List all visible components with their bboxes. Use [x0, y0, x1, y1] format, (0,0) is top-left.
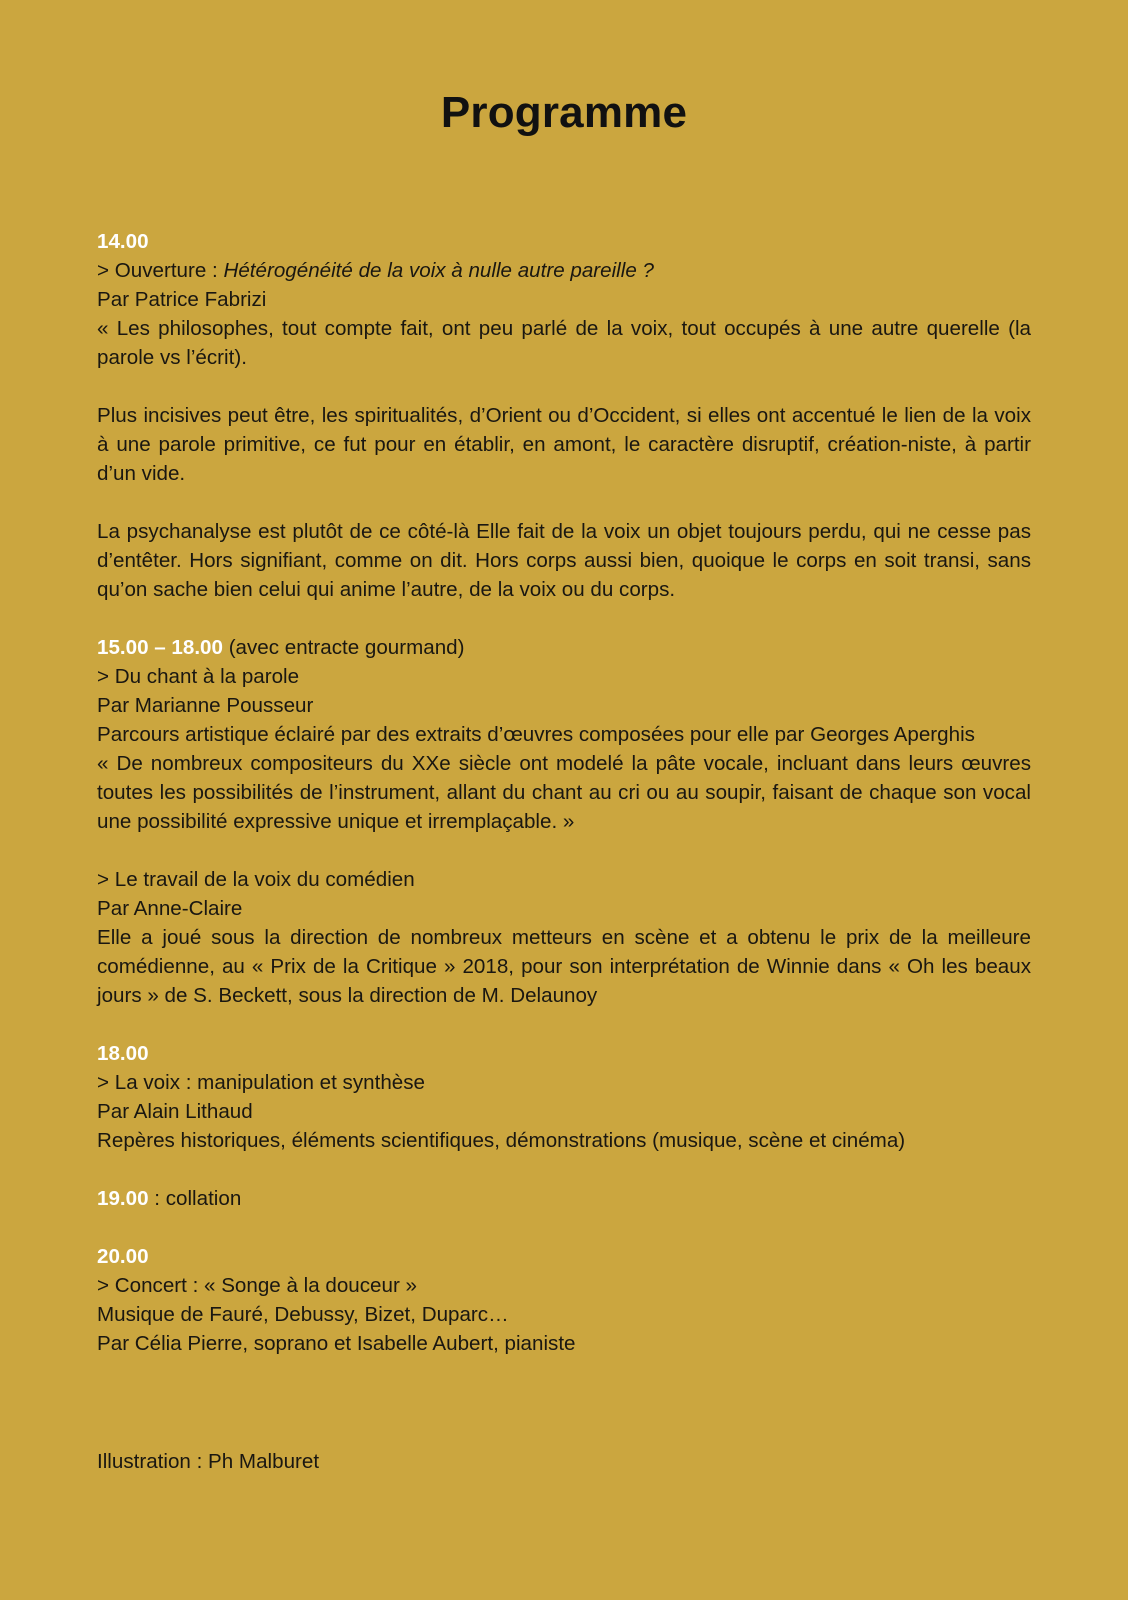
heading-title: Hétérogénéité de la voix à nulle autre pareille ?: [223, 259, 654, 282]
session-speaker: Par Patrice Fabrizi: [97, 288, 267, 311]
session-heading: > Du chant à la parole: [97, 665, 300, 688]
session-afternoon: [97, 633, 1031, 1010]
session-heading: > Concert : « Songe à la douceur »: [97, 1274, 417, 1297]
session-performers: Par Célia Pierre, soprano et Isabelle Aubert, pianiste: [97, 1332, 576, 1355]
session-time: 15.00 – 18.00: [97, 636, 223, 659]
paragraph: La psychanalyse est plutôt de ce côté-là Elle fait de la voix un objet toujours perdu, qui ne cesse pas d’entêter. Hors signifiant, comme on dit. Hors corps aussi bien, quoique le corps en soit transi, sans qu’on sache bien celui qui anime l’autre, de la voix ou du corps.: [97, 520, 1031, 601]
session-speaker: Par Anne-Claire: [97, 897, 243, 920]
session-evening: [97, 1039, 1031, 1155]
heading-prefix: > Ouverture :: [97, 259, 224, 282]
session-time: 20.00: [97, 1245, 149, 1268]
session-description: Elle a joué sous la direction de nombreux metteurs en scène et a obtenu le prix de la meilleure comédienne, au « Prix de la Critique » 2018, pour son interprétation de Winnie dans « Oh les beaux jours » de S. Beckett, sous la direction de M. Delaunoy: [97, 926, 1031, 1007]
session-speaker: Par Marianne Pousseur: [97, 694, 314, 717]
session-description: Musique de Fauré, Debussy, Bizet, Duparc…: [97, 1303, 509, 1326]
session-quote: « De nombreux compositeurs du XXe siècle ont modelé la pâte vocale, incluant dans leurs œuvres toutes les possibilités de l’instrument, allant du chant au cri ou au soupir, faisant de chaque son vocal une possibilité expressive unique et irremplaçable. »: [97, 752, 1031, 833]
session-time: 19.00: [97, 1187, 149, 1210]
session-collation: [97, 1184, 1031, 1213]
session-speaker: Par Alain Lithaud: [97, 1100, 253, 1123]
session-opening: [97, 227, 1031, 604]
session-heading: > La voix : manipulation et synthèse: [97, 1071, 425, 1094]
session-time: 14.00: [97, 230, 149, 253]
session-heading: [97, 256, 1031, 285]
session-heading: > Le travail de la voix du comédien: [97, 868, 415, 891]
session-concert: [97, 1242, 1031, 1358]
page-title: Programme: [440, 88, 688, 137]
paragraph: « Les philosophes, tout compte fait, ont peu parlé de la voix, tout occupés à une autre querelle (la parole vs l’écrit).: [97, 317, 1031, 369]
paragraph: Plus incisives peut être, les spiritualités, d’Orient ou d’Occident, si elles ont accentué le lien de la voix à une parole primitive, ce fut pour en établir, en amont, le caractère disruptif, création-niste, à partir d’un vide.: [97, 404, 1031, 485]
illustration-credit: Illustration : Ph Malburet: [97, 1450, 320, 1473]
session-description: Parcours artistique éclairé par des extraits d’œuvres composées pour elle par Georges Aperghis: [97, 723, 975, 746]
session-text: : collation: [148, 1187, 242, 1210]
session-time: 18.00: [97, 1042, 149, 1065]
session-time-note: (avec entracte gourmand): [222, 636, 465, 659]
programme-content: [97, 227, 1031, 1358]
session-description: Repères historiques, éléments scientifiques, démonstrations (musique, scène et cinéma): [97, 1129, 906, 1152]
